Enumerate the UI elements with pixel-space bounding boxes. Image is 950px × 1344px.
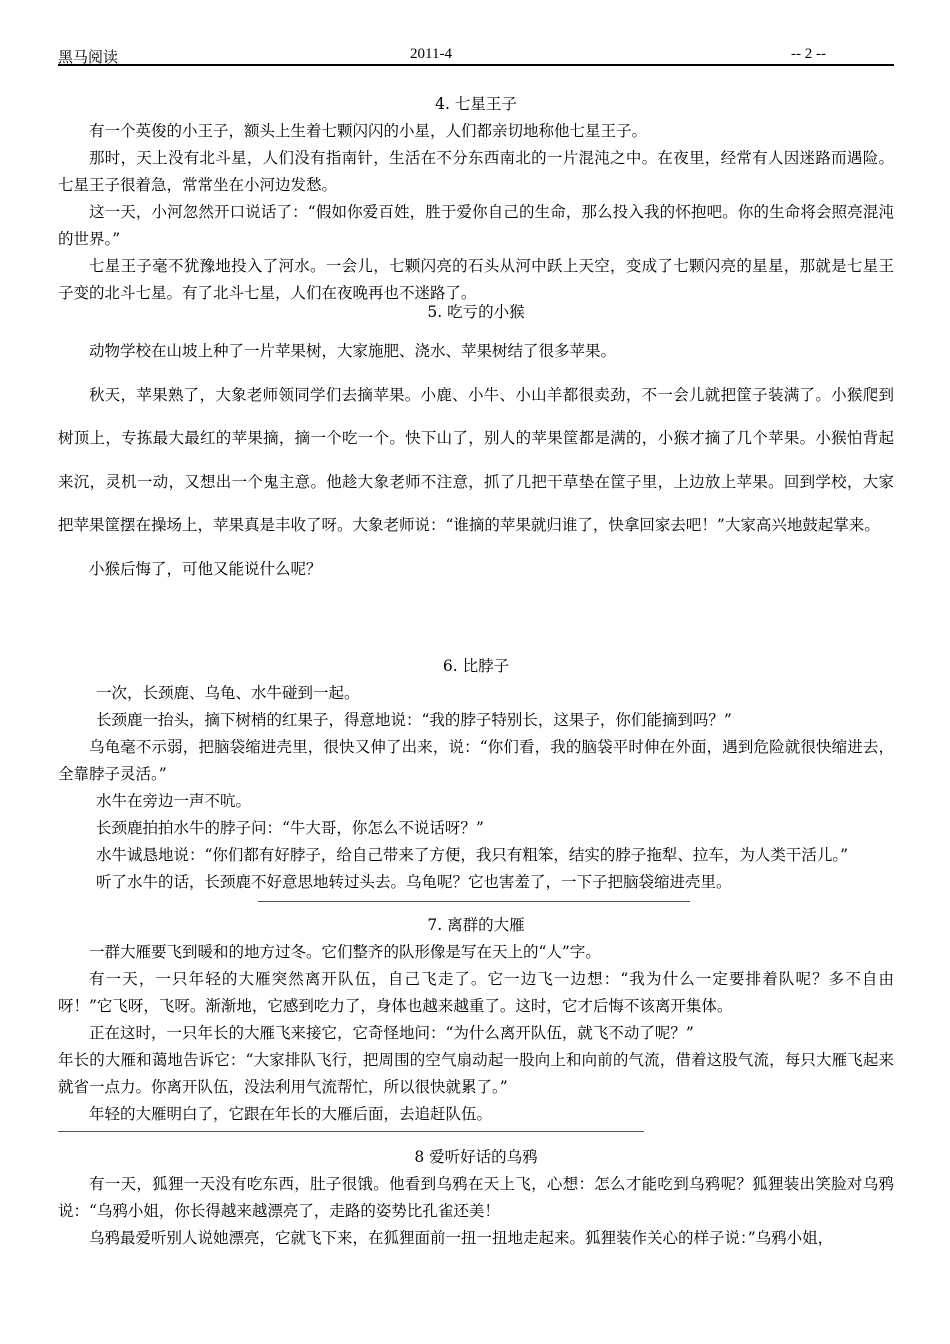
story-title: 6. 比脖子 [442,657,510,675]
story-title: 7. 离群的大雁 [427,916,525,934]
story-title: 4. 七星王子 [435,95,517,113]
dashed-separator [258,901,690,902]
paragraph: 动物学校在山坡上种了一片苹果树，大家施肥、浇水、苹果树结了很多苹果。 [89,342,617,360]
paragraph: 一群大雁要飞到暖和的地方过冬。它们整齐的队形像是写在天上的“人”字。 [89,943,601,961]
header-rule [58,64,894,66]
paragraph: 有一个英俊的小王子，额头上生着七颗闪闪的小星，人们都亲切地称他七星王子。 [89,122,648,140]
paragraph: 有一天，狐狸一天没有吃东西，肚子很饿。他看到乌鸦在天上飞，心想：怎么才能吃到乌鸦呢？狐狸装出笑脸对乌鸦说：“乌鸦小姐，你长得越来越漂亮了，走路的姿势比孔雀还美！ [58,1175,894,1220]
paragraph: 听了水牛的话，长颈鹿不好意思地转过头去。乌龟呢？它也害羞了，一下子把脑袋缩进壳里。 [96,873,732,891]
paragraph: 小猴后悔了，可他又能说什么呢？ [89,559,322,578]
paragraph: 长颈鹿一抬头，摘下树梢的红果子，得意地说：“我的脖子特别长，这果子，你们能摘到吗？” [96,711,732,729]
paragraph: 乌鸦最爱听别人说她漂亮，它就飞下来，在狐狸面前一扭一扭地走起来。狐狸装作关心的样子说：”乌鸦小姐， [89,1229,834,1247]
dashed-separator [58,1131,644,1132]
paragraph: 秋天，苹果熟了，大象老师领同学们去摘苹果。小鹿、小牛、小山羊都很卖劲，不一会儿就把筐子装满了。小猴爬到树顶上，专拣最大最红的苹果摘，摘一个吃一个。快下山了，别人的苹果筐都是满的，小猴才摘了几个苹果。小猴怕背起来沉，灵机一动，又想出一个鬼主意。他趁大象老师不注意，抓了几把干草垫在筐子里，上边放上苹果。回到学校，大家把苹果筐摆在操场上，苹果真是丰收了呀。大象老师说：“谁摘的苹果就归谁了，快拿回家去吧！”大家高兴地鼓起掌来。 [58,385,894,534]
header-publication: 黑马阅读 [58,50,119,66]
header-page-number: -- 2 -- [791,46,826,62]
story-flattered-crow [58,1143,894,1252]
paragraph: 年长的大雁和蔼地告诉它：“大家排队飞行，把周围的空气扇动起一股向上和向前的气流，借着这股气流，每只大雁飞起来就省一点力。你离开队伍，没法利用气流帮忙，所以很快就累了。” [58,1051,894,1096]
paragraph: 正在这时，一只年长的大雁飞来接它，它奇怪地问：“为什么离开队伍，就飞不动了呢？” [89,1024,694,1042]
header-issue: 2011-4 [410,46,452,62]
story-title: 5. 吃亏的小猴 [427,303,525,321]
paragraph: 那时，天上没有北斗星，人们没有指南针，生活在不分东西南北的一片混沌之中。在夜里，经常有人因迷路而遇险。七星王子很着急，常常坐在小河边发愁。 [58,149,894,194]
paragraph: 水牛在旁边一声不吭。 [96,792,252,810]
story-seven-star-prince [58,90,894,307]
paragraph: 七星王子毫不犹豫地投入了河水。一会儿，七颗闪亮的石头从河中跃上天空，变成了七颗闪亮的星星，那就是七星王子变的北斗七星。有了北斗七星，人们在夜晚再也不迷路了。 [58,257,894,302]
paragraph: 有一天，一只年轻的大雁突然离开队伍，自己飞走了。它一边飞一边想：“我为什么一定要排着队呢？多不自由呀！”它飞呀，飞呀。渐渐地，它感到吃力了，身体也越来越重了。这时，它才后悔不该离开集体。 [58,970,894,1015]
story-little-monkey [58,298,894,591]
page-header [58,46,894,66]
paragraph: 长颈鹿拍拍水牛的脖子问：“牛大哥，你怎么不说话呀？” [96,819,484,837]
paragraph: 年轻的大雁明白了，它跟在年长的大雁后面，去追赶队伍。 [89,1105,493,1123]
paragraph: 乌龟毫不示弱，把脑袋缩进壳里，很快又伸了出来，说：“你们看，我的脑袋平时伸在外面，遇到危险就很快缩进去，全靠脖子灵活。” [58,738,894,783]
paragraph: 这一天，小河忽然开口说话了：“假如你爱百姓，胜于爱你自己的生命，那么投入我的怀抱吧。你的生命将会照亮混沌的世界。” [58,203,894,248]
paragraph: 一次，长颈鹿、乌龟、水牛碰到一起。 [96,684,360,702]
story-lost-goose [58,911,894,1128]
story-compare-necks [58,652,894,896]
paragraph: 水牛诚恳地说：“你们都有好脖子，给自己带来了方便，我只有粗笨，结实的脖子拖犁、拉车，为人类干活儿。” [96,846,849,864]
story-title: 8 爱听好话的乌鸦 [414,1148,538,1166]
